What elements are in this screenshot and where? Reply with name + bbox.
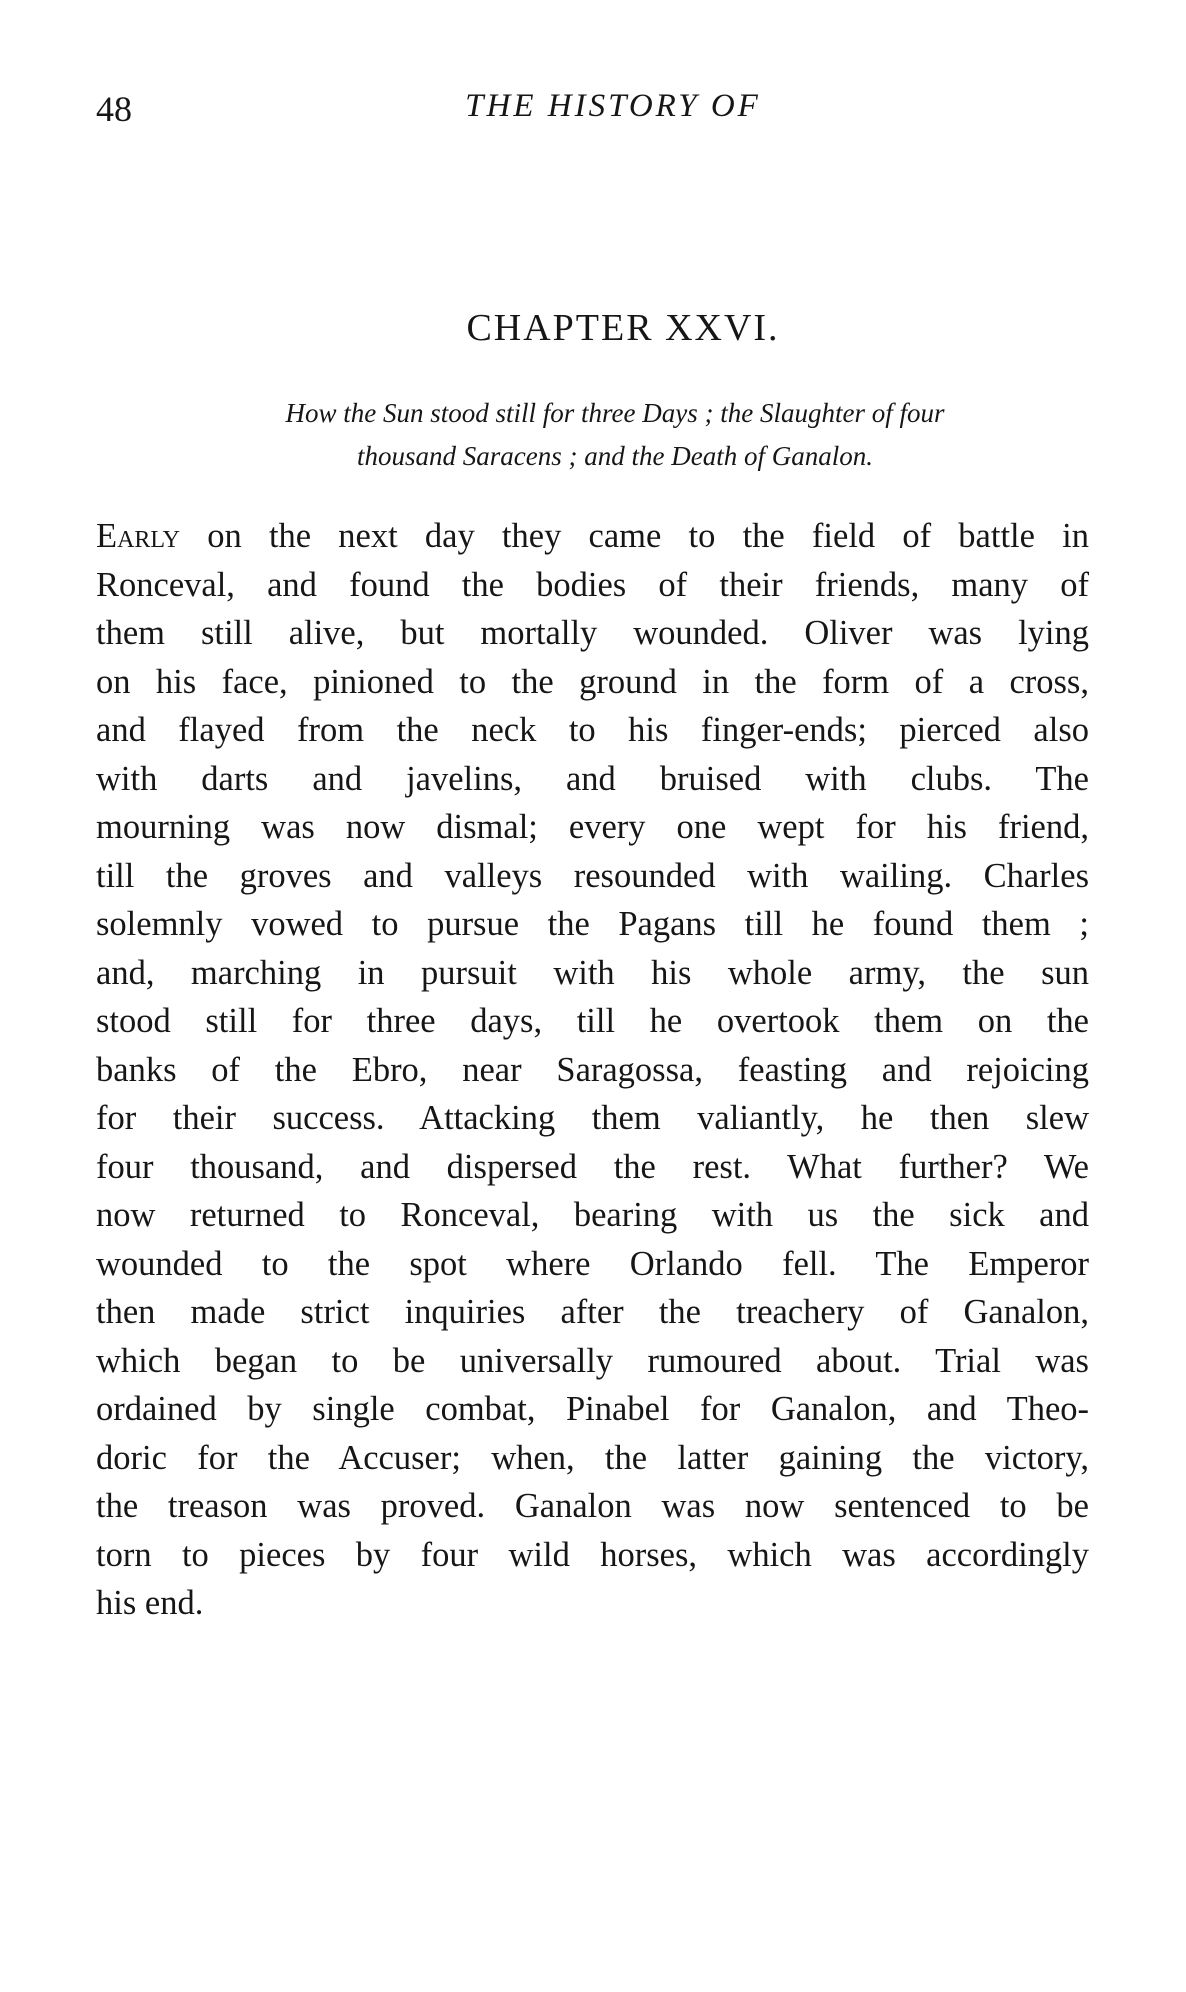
body-line: ordained by single combat, Pinabel for Ganalon, and Theo- [96, 1390, 1089, 1428]
subtitle-line: thousand Saracens ; and the Death of Ganalon. [357, 441, 873, 471]
subtitle-line: How the Sun stood still for three Days ; the Slaughter of four [285, 398, 945, 428]
body-line: on his face, pinioned to the ground in the form of a cross, [96, 662, 1089, 701]
body-line: for their success. Attacking them valiantly, he then slew [96, 1099, 1089, 1137]
body-line: four thousand, and dispersed the rest. What further? We [96, 1147, 1089, 1186]
body-line: doric for the Accuser; when, the latter gaining the victory, [96, 1438, 1089, 1477]
body-line: the treason was proved. Ganalon was now sentenced to be [96, 1487, 1089, 1525]
drop-word: Early [96, 517, 181, 555]
body-line: solemnly vowed to pursue the Pagans till he found them ; [96, 905, 1089, 943]
page-number: 48 [96, 89, 132, 129]
body-line: banks of the Ebro, near Saragossa, feasting and rejoicing [96, 1050, 1089, 1089]
body-line: his end. [96, 1584, 204, 1622]
body-line: then made strict inquiries after the treachery of Ganalon, [96, 1293, 1089, 1331]
body-line-text: on the next day they came to the field of battle in [180, 517, 1089, 555]
body-line: Ronceval, and found the bodies of their friends, many of [96, 565, 1089, 604]
running-title: THE HISTORY OF [465, 88, 761, 124]
body-line: till the groves and valleys resounded with wailing. Charles [96, 856, 1089, 895]
body-line: and, marching in pursuit with his whole army, the sun [96, 953, 1089, 992]
body-line: torn to pieces by four wild horses, which was accordingly [96, 1535, 1089, 1574]
body-line: stood still for three days, till he overtook them on the [96, 1002, 1089, 1040]
chapter-subtitle [140, 392, 1090, 478]
body-text [96, 512, 1089, 1628]
body-line [96, 512, 1089, 561]
body-line: mourning was now dismal; every one wept for his friend, [96, 808, 1089, 846]
body-line: with darts and javelins, and bruised with clubs. The [96, 759, 1089, 798]
body-line: and flayed from the neck to his finger-ends; pierced also [96, 711, 1089, 749]
body-line: now returned to Ronceval, bearing with us the sick and [96, 1196, 1089, 1234]
chapter-title: CHAPTER XXVI. [466, 307, 780, 349]
body-line: which began to be universally rumoured about. Trial was [96, 1341, 1089, 1380]
body-line: wounded to the spot where Orlando fell. The Emperor [96, 1244, 1089, 1283]
body-line: them still alive, but mortally wounded. Oliver was lying [96, 614, 1089, 652]
